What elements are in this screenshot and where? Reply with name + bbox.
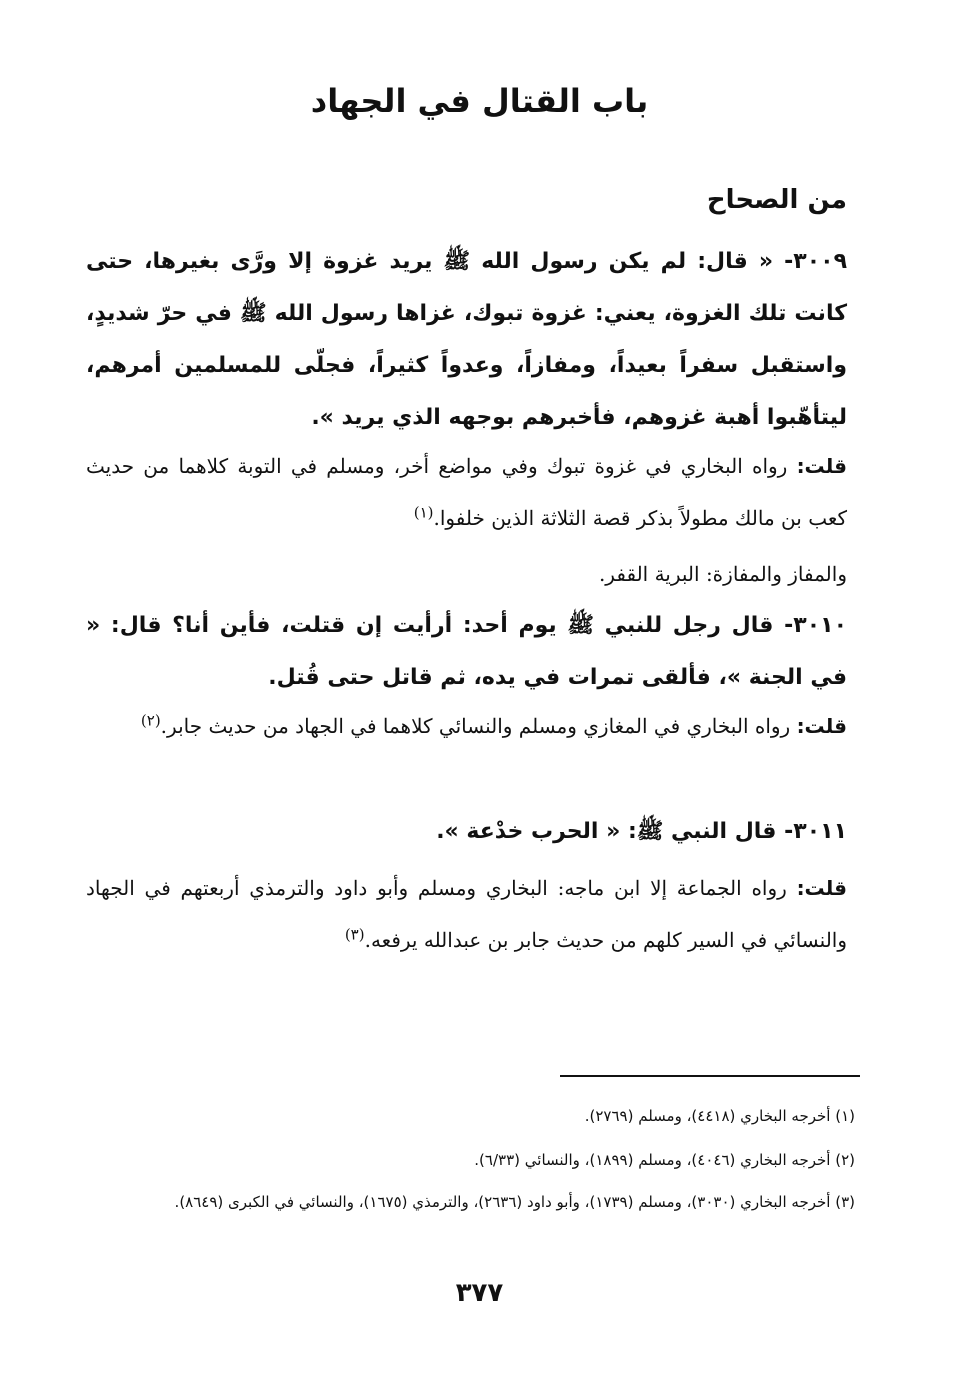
hadith-3010 (86, 600, 847, 704)
footnote-1: (١) أخرجه البخاري (٤٤١٨)، ومسلم (٢٧٦٩). (584, 1107, 855, 1125)
commentary-label: قلت: (796, 876, 847, 900)
hadith-3009 (86, 236, 847, 444)
hadith-text: قال رجل للنبي ﷺ يوم أحد: أرأيت إن قتلت، فأين أنا؟ قال: « في الجنة »، فألقى تمرات في يده، ثم قاتل حتى قُتل. (86, 613, 847, 690)
commentary-3011 (86, 862, 847, 966)
page-number: ٣٧٧ (455, 1278, 504, 1308)
footnote-2: (٢) أخرجه البخاري (٤٠٤٦)، ومسلم (١٨٩٩)، والنسائي (٦/٣٣). (474, 1151, 855, 1169)
footnote-ref: (٢) (140, 711, 161, 730)
footnote-3: (٣) أخرجه البخاري (٣٠٣٠)، ومسلم (١٧٣٩)، وأبو داود (٢٦٣٦)، والترمذي (١٦٧٥)، والنسائي في الكبرى (٨٦٤٩). (174, 1193, 855, 1211)
hadith-3011 (86, 806, 847, 858)
hadith-text: « قال: لم يكن رسول الله ﷺ يريد غزوة إلا ورَّى بغيرها، حتى كانت تلك الغزوة، يعني: غزوة تبوك، غزاها رسول الله ﷺ في حرّ شديدٍ، واستقبل سفراً بعيداً، ومفازاً، وعدواً كثيراً، فجلّى للمسلمين أمرهم، ليتأهّبوا أهبة غزوهم، فأخبرهم بوجهه الذي يريد ». (86, 249, 847, 430)
commentary-label: قلت: (796, 714, 847, 738)
footnote-ref: (١) (413, 503, 434, 522)
hadith-number: ٣٠١٠- (784, 613, 847, 638)
commentary-text: رواه البخاري في غزوة تبوك وفي مواضع أخر، ومسلم في التوبة كلاهما من حديث كعب بن مالك مطولاً بذكر قصة الثلاثة الذين خلفوا. (86, 454, 847, 530)
commentary-text: رواه البخاري في المغازي ومسلم والنسائي كلاهما في الجهاد من حديث جابر. (160, 714, 791, 738)
definition-text: والمفاز والمفازة: البرية القفر. (598, 562, 847, 586)
hadith-text: قال النبي ﷺ: « الحرب خدْعة ». (436, 819, 777, 844)
footnote-ref: (٣) (344, 925, 365, 944)
commentary-text: رواه الجماعة إلا ابن ماجه: البخاري ومسلم وأبو داود والترمذي أربعتهم في الجهاد والنسائي في السير كلهم من حديث جابر بن عبدالله يرفعه. (86, 876, 847, 952)
definition-note (86, 548, 847, 600)
footnote-divider (560, 1075, 860, 1077)
hadith-number: ٣٠١١- (784, 819, 847, 844)
commentary-label: قلت: (796, 454, 847, 478)
commentary-3009 (86, 440, 847, 544)
chapter-title: باب القتال في الجهاد (310, 82, 649, 120)
commentary-3010 (86, 700, 847, 752)
section-heading: من الصحاح (706, 185, 847, 215)
hadith-number: ٣٠٠٩- (784, 249, 847, 274)
